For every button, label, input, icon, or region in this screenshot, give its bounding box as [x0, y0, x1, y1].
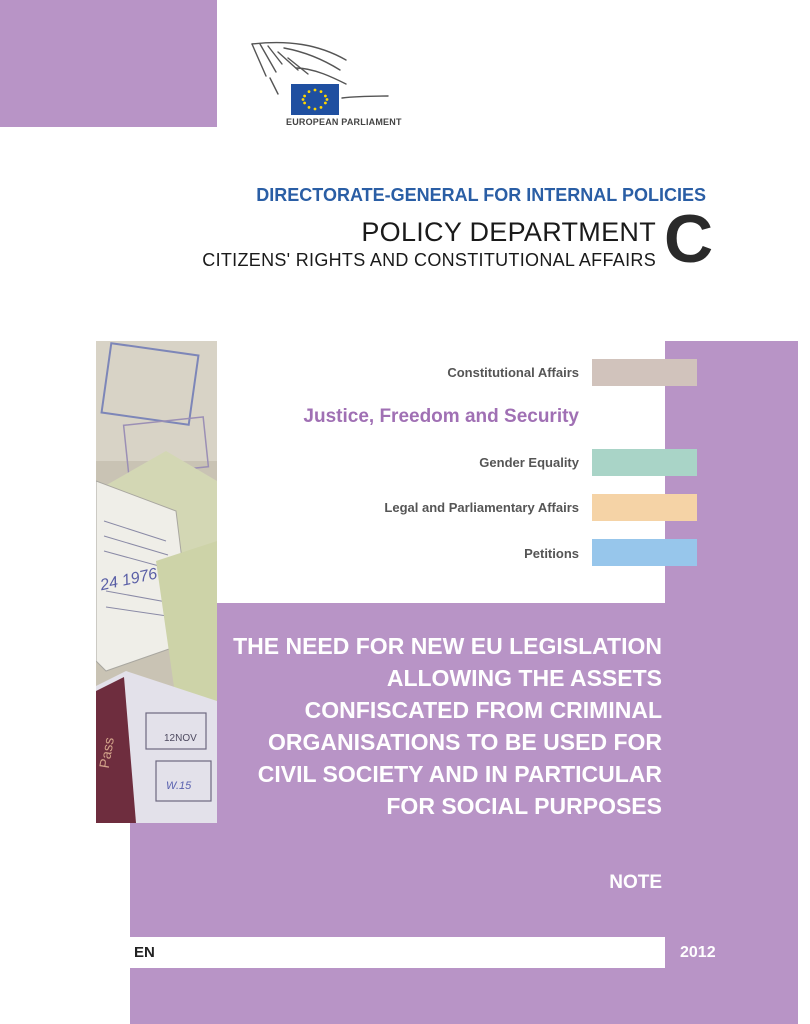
- logo-caption: EUROPEAN PARLIAMENT: [286, 117, 402, 127]
- document-title: [232, 630, 662, 822]
- department-letter: C: [664, 201, 714, 277]
- title-line: CONFISCATED FROM CRIMINAL: [304, 697, 662, 723]
- area-gender-equality: Gender Equality: [479, 455, 579, 470]
- svg-text:12NOV: 12NOV: [164, 733, 197, 744]
- policy-department-subtitle: CITIZENS' RIGHTS AND CONSTITUTIONAL AFFAIRS: [202, 250, 656, 270]
- area-justice-freedom-security: Justice, Freedom and Security: [303, 406, 579, 427]
- area-constitutional-affairs: Constitutional Affairs: [447, 365, 579, 380]
- area-legal-parliamentary-affairs: Legal and Parliamentary Affairs: [384, 500, 579, 515]
- title-line: ALLOWING THE ASSETS: [386, 665, 662, 691]
- document-type: NOTE: [609, 872, 662, 893]
- area-bar-gender-equality: [592, 449, 697, 476]
- language-white-band: [130, 937, 665, 968]
- title-line: THE NEED FOR NEW EU LEGISLATION: [233, 633, 662, 659]
- top-left-purple-block: [0, 0, 217, 127]
- title-line: CIVIL SOCIETY AND IN PARTICULAR: [257, 761, 662, 787]
- bottom-purple-panel: [130, 968, 798, 1024]
- title-line: FOR SOCIAL PURPOSES: [386, 793, 662, 819]
- directorate-title: DIRECTORATE-GENERAL FOR INTERNAL POLICIES: [256, 185, 706, 205]
- svg-text:24 1976: 24 1976: [98, 565, 159, 595]
- area-petitions: Petitions: [524, 546, 579, 561]
- area-bar-constitutional-affairs: [592, 359, 697, 386]
- title-line: ORGANISATIONS TO BE USED FOR: [267, 729, 662, 755]
- policy-department-title: POLICY DEPARTMENT: [361, 217, 656, 247]
- area-bar-petitions: [592, 539, 697, 566]
- area-bar-legal-parliamentary-affairs: [592, 494, 697, 521]
- publication-year: 2012: [680, 944, 716, 961]
- svg-text:Pass: Pass: [96, 735, 117, 770]
- passports-photo: [96, 341, 217, 823]
- svg-text:W.15: W.15: [166, 780, 192, 792]
- language-code: EN: [134, 944, 155, 961]
